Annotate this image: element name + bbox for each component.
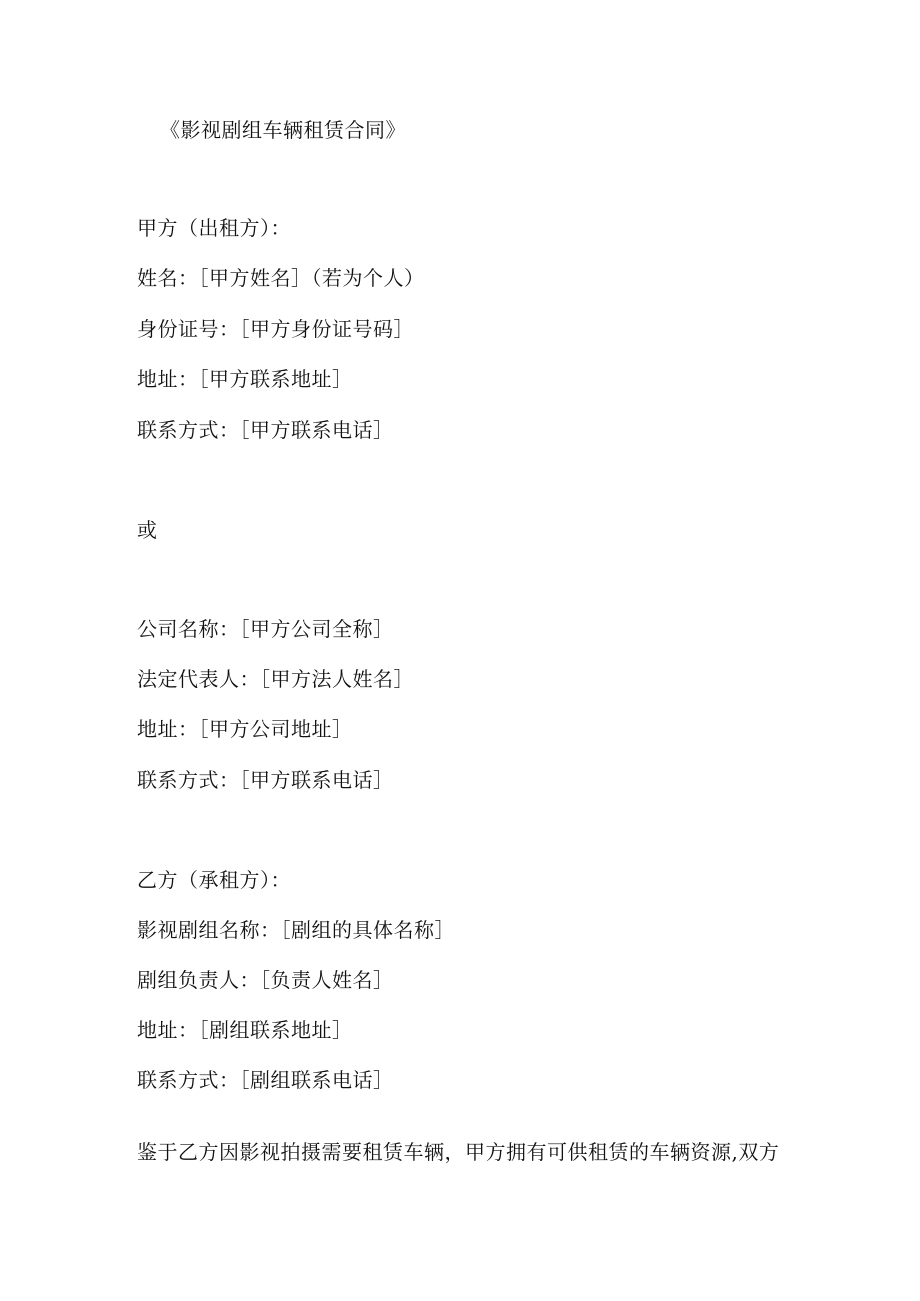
party-a-contact: 联系方式：［甲方联系电话］ <box>137 418 394 442</box>
party-a-heading: 甲方（出租方）： <box>137 216 291 240</box>
party-a-legal-representative: 法定代表人：［甲方法人姓名］ <box>137 667 414 691</box>
party-b-contact: 联系方式：［剧组联系电话］ <box>137 1068 394 1092</box>
party-b-leader: 剧组负责人：［负责人姓名］ <box>137 968 394 992</box>
party-a-address: 地址：［甲方联系地址］ <box>137 367 353 391</box>
party-b-heading: 乙方（承租方）： <box>137 868 291 892</box>
party-a-id-number: 身份证号：［甲方身份证号码］ <box>137 317 414 341</box>
document-title: 《影视剧组车辆租赁合同》 <box>160 118 406 142</box>
party-a-company-address: 地址：［甲方公司地址］ <box>137 717 353 741</box>
or-separator: 或 <box>137 518 158 542</box>
party-b-crew-name: 影视剧组名称：［剧组的具体名称］ <box>137 918 455 942</box>
preamble-paragraph: 鉴于乙方因影视拍摄需要租赁车辆，甲方拥有可供租赁的车辆资源,双方 <box>137 1140 780 1164</box>
party-a-name: 姓名：［甲方姓名］（若为个人） <box>137 266 425 290</box>
party-a-company-name: 公司名称：［甲方公司全称］ <box>137 617 394 641</box>
party-a-company-contact: 联系方式：［甲方联系电话］ <box>137 768 394 792</box>
party-b-address: 地址：［剧组联系地址］ <box>137 1018 353 1042</box>
